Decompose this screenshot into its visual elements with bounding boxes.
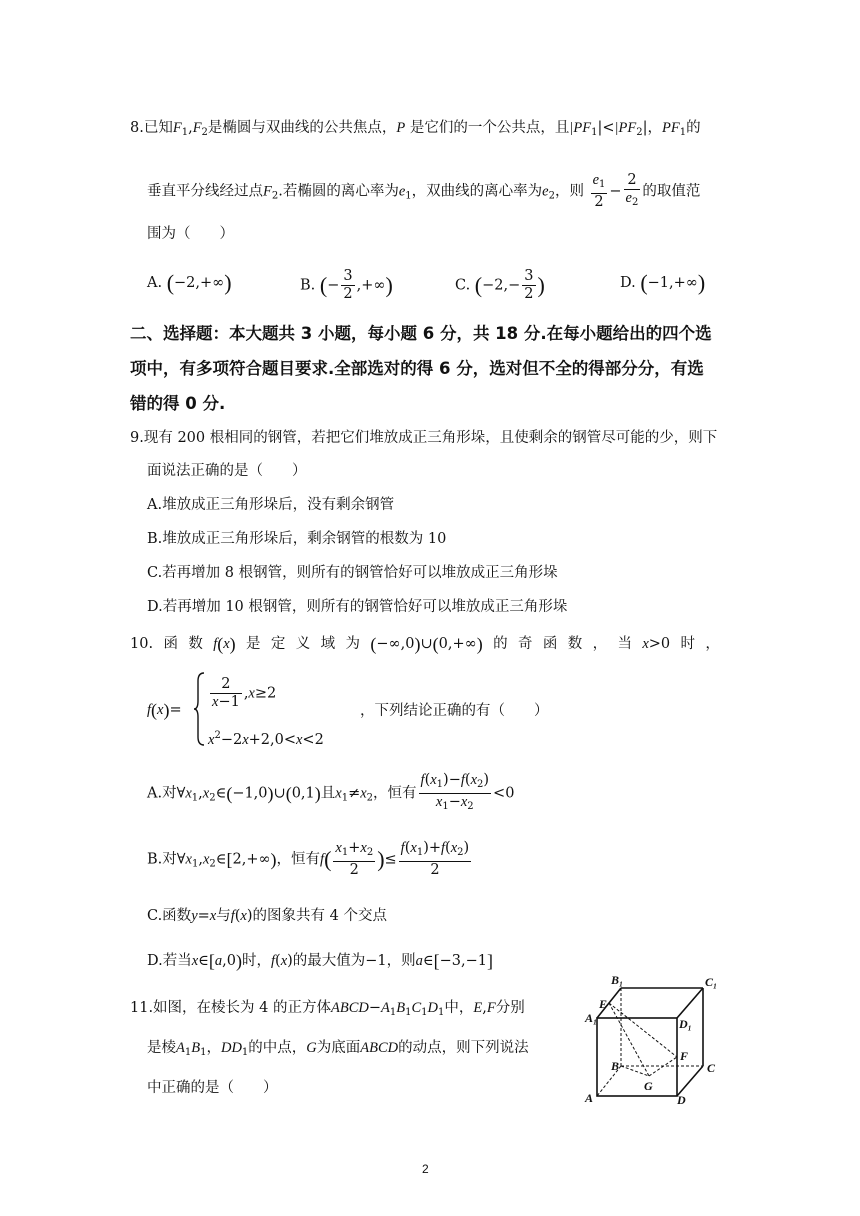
label-c1: C₁: [705, 975, 718, 989]
q9-option-c: C.若再增加 8 根钢管，则所有的钢管恰好可以堆放成正三角形垛: [147, 565, 558, 581]
q9-option-a: A.堆放成正三角形垛后，没有剩余钢管: [147, 497, 395, 513]
q10-tail: ，下列结论正确的有（ ）: [360, 703, 549, 719]
piecewise-brace: [194, 671, 206, 747]
section-heading-line3: 错的得 0 分.: [130, 394, 226, 413]
q8-option-d: D. (−1,+∞): [620, 270, 706, 295]
q10-piece2: $x^2-2x+2,0<x<2$: [208, 730, 324, 748]
q10-option-a: A.对$\forall x_1,x_2\in(-1,0)\cup(0,1)$且$x_1\ne x_2$，恒有 $\frac{f(x_1)-f(x_2)}{x_1-x_2}$ <0: [147, 772, 515, 812]
label-g: G: [644, 1079, 653, 1093]
q10-option-c: C.函数y=x与f(x)的图象共有 4 个交点: [147, 908, 387, 924]
q8-line3: 围为（ ）: [147, 226, 234, 242]
label-d: D: [677, 1093, 686, 1107]
q11-line2: 是棱$A_1B_1$，$DD_1$的中点，G为底面ABCD的动点，则下列说法: [147, 1040, 529, 1058]
label-a1: A₁: [585, 1011, 598, 1025]
label-e: E: [599, 997, 608, 1011]
q10-option-d: D.若当x∈[a,0)时，f(x)的最大值为−1，则a∈[−3,−1]: [147, 951, 493, 971]
q11-line3: 中正确的是（ ）: [147, 1080, 278, 1096]
label-c: C: [707, 1061, 716, 1075]
q8-line2: 垂直平分线经过点$F_2$.若椭圆的离心率为$e_1$，双曲线的离心率为$e_2$，则 $\frac{e_1}{2}$ − $\frac{2}{e_2}$ 的取值范: [147, 172, 701, 210]
section-heading-line1: 二、选择题：本大题共 3 小题，每小题 6 分，共 18 分.在每小题给出的四个选: [130, 324, 712, 343]
q8-option-b: B. (− $\frac{3}{2}$ ,+∞): [300, 268, 393, 302]
label-f: F: [680, 1049, 689, 1063]
q8-line1: 8.已知$F_1,F_2$是椭圆与双曲线的公共焦点，P 是它们的一个公共点，且$|PF_1|<|PF_2|$，$PF_1$的: [130, 120, 701, 138]
q9-line1: 9.现有 200 根相同的钢管，若把它们堆放成正三角形垛，且使剩余的钢管尽可能的少，则下: [130, 430, 718, 446]
q11-line1: 11.如图，在棱长为 4 的正方体$ABCD-A_1B_1C_1D_1$中，E,F分别: [130, 1000, 525, 1018]
q8-option-a: A. (−2,+∞): [147, 270, 232, 295]
label-b1: B₁: [611, 973, 624, 987]
page-number: 2: [422, 1162, 429, 1176]
label-b: B: [611, 1059, 620, 1073]
q10-fx-label: f(x)=: [147, 700, 182, 720]
q10-option-b: B.对$\forall x_1,x_2\in[2,+\infty)$，恒有f( $\frac{x_1+x_2}{2}$ )≤ $\frac{f(x_1)+f(x_2)}{2}$: [147, 840, 470, 878]
cube-figure: [577, 970, 727, 1114]
label-a: A: [585, 1091, 594, 1105]
q10-piece1: $\frac{2}{x-1}$ ,x≥2: [212, 676, 277, 710]
section-heading-line2: 项中，有多项符合题目要求.全部选对的得 6 分，选对但不全的得部分分，有选: [130, 359, 704, 378]
q9-option-b: B.堆放成正三角形垛后，剩余钢管的根数为 10: [147, 531, 447, 547]
q9-line2: 面说法正确的是（ ）: [147, 463, 307, 479]
label-d1: D₁: [679, 1017, 692, 1031]
q10-line1: 10. 函 数 f(x) 是 定 义 域 为 (−∞,0)∪(0,+∞) 的 奇 函 数 ， 当 x>0 时 ，: [130, 634, 720, 654]
q8-option-c: C. (−2,− $\frac{3}{2}$ ): [455, 268, 545, 302]
q9-option-d: D.若再增加 10 根钢管，则所有的钢管恰好可以堆放成正三角形垛: [147, 599, 568, 615]
